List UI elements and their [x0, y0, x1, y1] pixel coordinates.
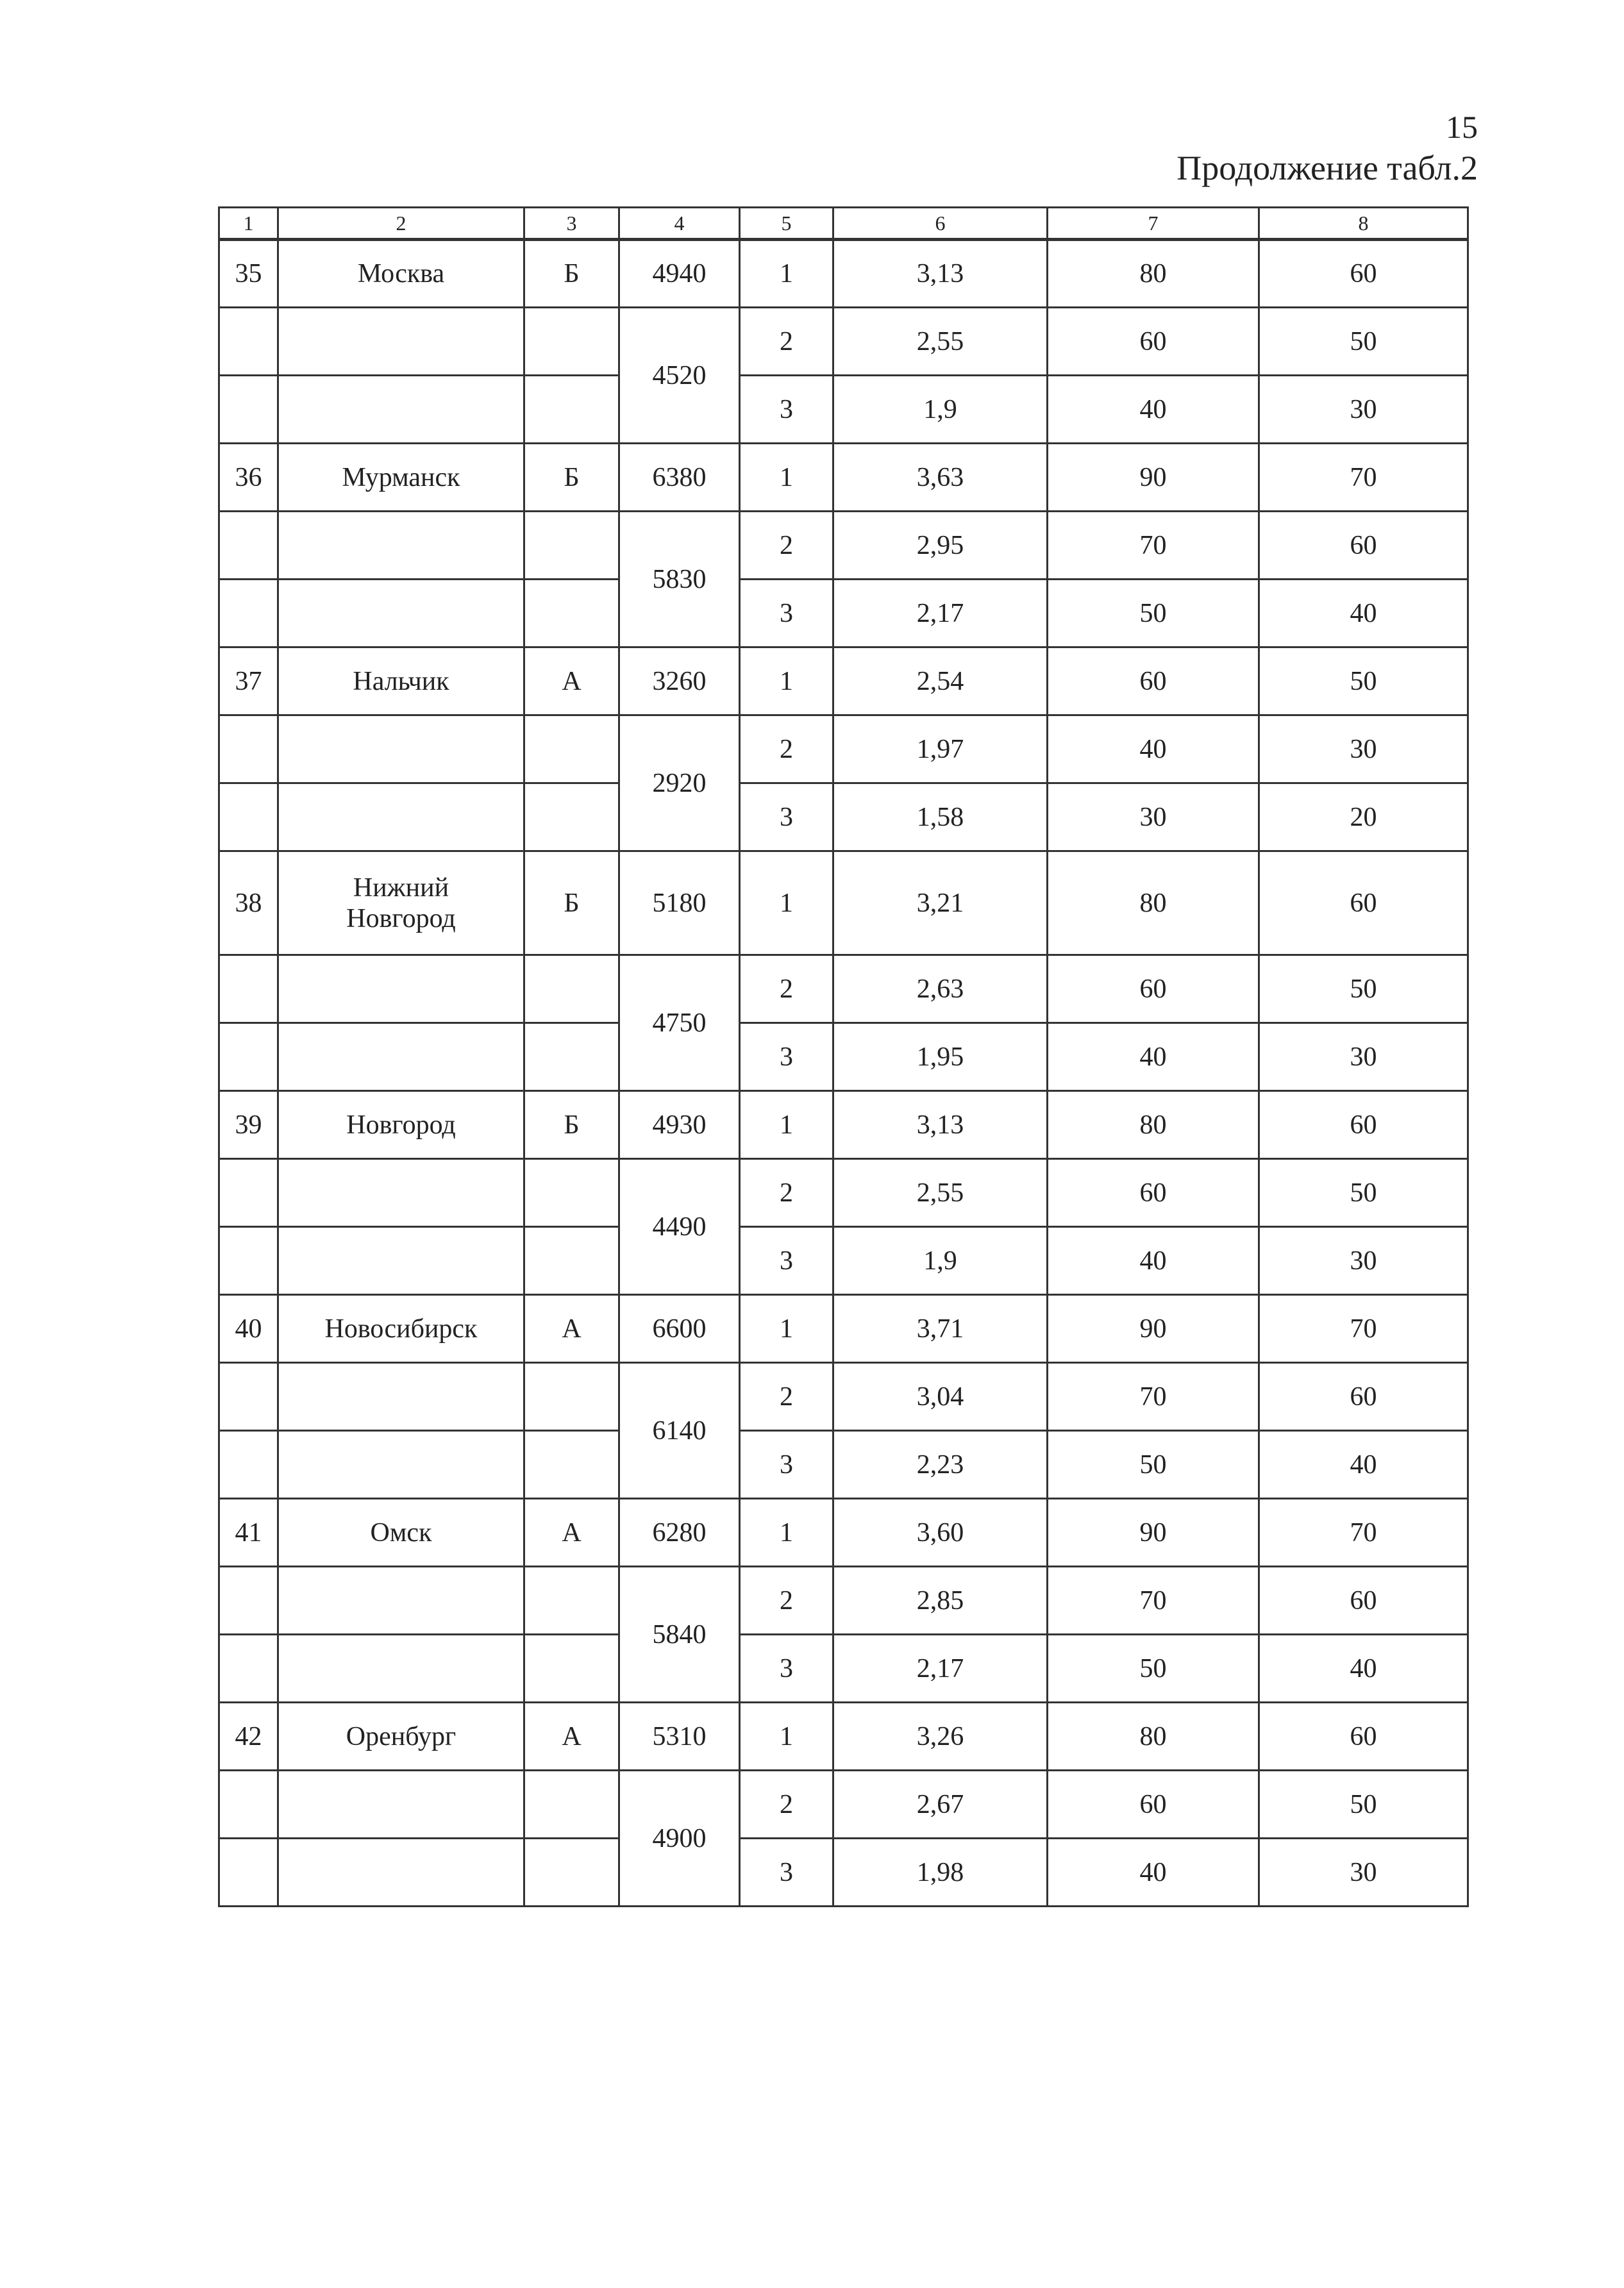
empty-cell	[278, 1431, 524, 1499]
cell-c8: 40	[1259, 1431, 1468, 1499]
table-row	[219, 444, 1468, 512]
zone-cell: А	[524, 1499, 619, 1567]
row-number: 38	[219, 851, 278, 955]
row-number: 39	[219, 1091, 278, 1159]
table-row	[219, 1227, 1468, 1295]
cell-c7: 40	[1048, 1839, 1259, 1907]
cell-c7: 40	[1048, 376, 1259, 444]
value-main: 6380	[619, 444, 740, 512]
cell-c7: 80	[1048, 1703, 1259, 1771]
cell-c6: 2,54	[833, 647, 1048, 715]
cell-c7: 40	[1048, 1023, 1259, 1091]
value-sub: 4490	[619, 1159, 740, 1295]
empty-cell	[219, 376, 278, 444]
empty-cell	[524, 783, 619, 851]
cell-c6: 1,95	[833, 1023, 1048, 1091]
table-row	[219, 1363, 1468, 1431]
value-sub: 5840	[619, 1567, 740, 1703]
empty-cell	[524, 1635, 619, 1703]
cell-c6: 2,55	[833, 308, 1048, 376]
value-sub: 4750	[619, 955, 740, 1091]
value-sub: 6140	[619, 1363, 740, 1499]
cell-c5: 2	[740, 715, 833, 783]
empty-cell	[524, 955, 619, 1023]
empty-cell	[219, 783, 278, 851]
cell-c7: 60	[1048, 647, 1259, 715]
value-main: 4930	[619, 1091, 740, 1159]
empty-cell	[278, 1771, 524, 1839]
cell-c6: 3,63	[833, 444, 1048, 512]
empty-cell	[219, 1159, 278, 1227]
city-name: Нальчик	[278, 647, 524, 715]
empty-cell	[219, 512, 278, 580]
table-row	[219, 1771, 1468, 1839]
cell-c5: 1	[740, 1499, 833, 1567]
cell-c8: 60	[1259, 1091, 1468, 1159]
empty-cell	[278, 715, 524, 783]
empty-cell	[219, 1227, 278, 1295]
table-row	[219, 851, 1468, 955]
cell-c6: 2,17	[833, 1635, 1048, 1703]
cell-c6: 3,13	[833, 240, 1048, 308]
zone-cell: Б	[524, 1091, 619, 1159]
column-header: 2	[278, 208, 524, 240]
empty-cell	[278, 1839, 524, 1907]
table-row	[219, 1635, 1468, 1703]
cell-c5: 3	[740, 580, 833, 647]
cell-c7: 70	[1048, 1567, 1259, 1635]
cell-c8: 60	[1259, 512, 1468, 580]
empty-cell	[219, 1363, 278, 1431]
cell-c8: 60	[1259, 240, 1468, 308]
cell-c7: 90	[1048, 444, 1259, 512]
cell-c5: 3	[740, 1431, 833, 1499]
value-main: 5310	[619, 1703, 740, 1771]
cell-c8: 30	[1259, 1227, 1468, 1295]
cell-c7: 80	[1048, 851, 1259, 955]
table-row	[219, 1431, 1468, 1499]
empty-cell	[278, 1023, 524, 1091]
city-name: Омск	[278, 1499, 524, 1567]
cell-c7: 60	[1048, 1771, 1259, 1839]
column-header: 6	[833, 208, 1048, 240]
table-row	[219, 512, 1468, 580]
zone-cell: А	[524, 647, 619, 715]
value-main: 6600	[619, 1295, 740, 1363]
cell-c8: 30	[1259, 715, 1468, 783]
cell-c8: 60	[1259, 1363, 1468, 1431]
cell-c6: 2,67	[833, 1771, 1048, 1839]
cell-c8: 70	[1259, 1295, 1468, 1363]
cell-c8: 20	[1259, 783, 1468, 851]
cell-c8: 30	[1259, 376, 1468, 444]
empty-cell	[219, 715, 278, 783]
value-main: 4940	[619, 240, 740, 308]
empty-cell	[278, 1363, 524, 1431]
cell-c8: 60	[1259, 1567, 1468, 1635]
cell-c6: 2,95	[833, 512, 1048, 580]
cell-c8: 50	[1259, 647, 1468, 715]
cell-c5: 1	[740, 1091, 833, 1159]
city-name: Оренбург	[278, 1703, 524, 1771]
cell-c5: 2	[740, 955, 833, 1023]
city-name: Мурманск	[278, 444, 524, 512]
cell-c7: 50	[1048, 580, 1259, 647]
column-header: 1	[219, 208, 278, 240]
empty-cell	[524, 715, 619, 783]
cell-c8: 50	[1259, 1159, 1468, 1227]
empty-cell	[278, 955, 524, 1023]
column-header: 5	[740, 208, 833, 240]
cell-c6: 1,9	[833, 1227, 1048, 1295]
empty-cell	[524, 1839, 619, 1907]
column-header: 7	[1048, 208, 1259, 240]
cell-c7: 90	[1048, 1499, 1259, 1567]
cell-c6: 2,17	[833, 580, 1048, 647]
table-row	[219, 647, 1468, 715]
column-header: 8	[1259, 208, 1468, 240]
value-sub: 2920	[619, 715, 740, 851]
row-number: 41	[219, 1499, 278, 1567]
cell-c5: 3	[740, 783, 833, 851]
table-row	[219, 240, 1468, 308]
cell-c6: 3,13	[833, 1091, 1048, 1159]
cell-c5: 1	[740, 1295, 833, 1363]
empty-cell	[219, 1023, 278, 1091]
empty-cell	[278, 1635, 524, 1703]
empty-cell	[524, 308, 619, 376]
cell-c8: 50	[1259, 1771, 1468, 1839]
empty-cell	[278, 376, 524, 444]
cell-c6: 2,55	[833, 1159, 1048, 1227]
empty-cell	[278, 512, 524, 580]
cell-c7: 40	[1048, 1227, 1259, 1295]
cell-c6: 1,97	[833, 715, 1048, 783]
zone-cell: А	[524, 1295, 619, 1363]
empty-cell	[524, 1159, 619, 1227]
table-row	[219, 955, 1468, 1023]
cell-c5: 1	[740, 647, 833, 715]
cell-c5: 2	[740, 1567, 833, 1635]
cell-c5: 2	[740, 512, 833, 580]
empty-cell	[219, 955, 278, 1023]
cell-c8: 30	[1259, 1023, 1468, 1091]
city-name: Новгород	[278, 1091, 524, 1159]
empty-cell	[524, 1227, 619, 1295]
cell-c5: 3	[740, 1635, 833, 1703]
empty-cell	[219, 1431, 278, 1499]
city-name-line: Нижний	[353, 873, 449, 903]
value-main: 6280	[619, 1499, 740, 1567]
cell-c6: 3,21	[833, 851, 1048, 955]
cell-c8: 70	[1259, 444, 1468, 512]
empty-cell	[219, 1635, 278, 1703]
empty-cell	[219, 308, 278, 376]
table-row	[219, 1023, 1468, 1091]
cell-c5: 1	[740, 851, 833, 955]
cell-c8: 40	[1259, 580, 1468, 647]
empty-cell	[219, 1567, 278, 1635]
cell-c7: 70	[1048, 512, 1259, 580]
table-row	[219, 1159, 1468, 1227]
value-sub: 4520	[619, 308, 740, 444]
city-name-line: Новгород	[346, 903, 456, 933]
empty-cell	[524, 1363, 619, 1431]
row-number: 40	[219, 1295, 278, 1363]
value-sub: 5830	[619, 512, 740, 647]
value-sub: 4900	[619, 1771, 740, 1907]
cell-c5: 3	[740, 1227, 833, 1295]
empty-cell	[278, 580, 524, 647]
cell-c5: 2	[740, 1159, 833, 1227]
cell-c6: 3,60	[833, 1499, 1048, 1567]
cell-c5: 1	[740, 1703, 833, 1771]
cell-c5: 2	[740, 1363, 833, 1431]
cell-c5: 1	[740, 444, 833, 512]
cell-c7: 80	[1048, 240, 1259, 308]
city-name: Москва	[278, 240, 524, 308]
table-row	[219, 783, 1468, 851]
empty-cell	[524, 1567, 619, 1635]
empty-cell	[278, 783, 524, 851]
zone-cell: Б	[524, 851, 619, 955]
cell-c7: 60	[1048, 308, 1259, 376]
city-name	[278, 851, 524, 955]
row-number: 42	[219, 1703, 278, 1771]
zone-cell: Б	[524, 444, 619, 512]
table-row	[219, 1295, 1468, 1363]
table-caption: Продолжение табл.2	[1176, 149, 1478, 187]
table-row	[219, 1567, 1468, 1635]
empty-cell	[524, 376, 619, 444]
empty-cell	[219, 1839, 278, 1907]
cell-c5: 1	[740, 240, 833, 308]
cell-c6: 3,71	[833, 1295, 1048, 1363]
empty-cell	[219, 580, 278, 647]
row-number: 35	[219, 240, 278, 308]
cell-c8: 40	[1259, 1635, 1468, 1703]
data-table	[218, 206, 1469, 1907]
table-row	[219, 580, 1468, 647]
cell-c6: 2,63	[833, 955, 1048, 1023]
cell-c7: 40	[1048, 715, 1259, 783]
cell-c7: 50	[1048, 1431, 1259, 1499]
empty-cell	[524, 1023, 619, 1091]
table-row	[219, 715, 1468, 783]
cell-c5: 2	[740, 1771, 833, 1839]
zone-cell: Б	[524, 240, 619, 308]
cell-c6: 1,58	[833, 783, 1048, 851]
row-number: 37	[219, 647, 278, 715]
cell-c6: 1,98	[833, 1839, 1048, 1907]
cell-c6: 3,26	[833, 1703, 1048, 1771]
cell-c6: 1,9	[833, 376, 1048, 444]
empty-cell	[278, 1227, 524, 1295]
value-main: 3260	[619, 647, 740, 715]
city-name: Новосибирск	[278, 1295, 524, 1363]
zone-cell: А	[524, 1703, 619, 1771]
cell-c8: 60	[1259, 851, 1468, 955]
cell-c5: 3	[740, 1839, 833, 1907]
table-row	[219, 1703, 1468, 1771]
cell-c6: 3,04	[833, 1363, 1048, 1431]
empty-cell	[524, 512, 619, 580]
header-row	[219, 208, 1468, 240]
empty-cell	[524, 580, 619, 647]
cell-c7: 60	[1048, 1159, 1259, 1227]
cell-c8: 60	[1259, 1703, 1468, 1771]
empty-cell	[278, 1159, 524, 1227]
cell-c7: 30	[1048, 783, 1259, 851]
table-row	[219, 1091, 1468, 1159]
cell-c8: 50	[1259, 955, 1468, 1023]
table-row	[219, 1499, 1468, 1567]
cell-c7: 90	[1048, 1295, 1259, 1363]
empty-cell	[278, 308, 524, 376]
cell-c7: 70	[1048, 1363, 1259, 1431]
cell-c6: 2,23	[833, 1431, 1048, 1499]
cell-c8: 50	[1259, 308, 1468, 376]
empty-cell	[524, 1771, 619, 1839]
cell-c8: 30	[1259, 1839, 1468, 1907]
column-header: 3	[524, 208, 619, 240]
empty-cell	[524, 1431, 619, 1499]
cell-c7: 50	[1048, 1635, 1259, 1703]
cell-c8: 70	[1259, 1499, 1468, 1567]
cell-c5: 2	[740, 308, 833, 376]
empty-cell	[278, 1567, 524, 1635]
page-number: 15	[1446, 109, 1478, 145]
value-main: 5180	[619, 851, 740, 955]
column-header: 4	[619, 208, 740, 240]
table-row	[219, 376, 1468, 444]
cell-c7: 60	[1048, 955, 1259, 1023]
cell-c6: 2,85	[833, 1567, 1048, 1635]
cell-c7: 80	[1048, 1091, 1259, 1159]
table-row	[219, 308, 1468, 376]
empty-cell	[219, 1771, 278, 1839]
cell-c5: 3	[740, 376, 833, 444]
cell-c5: 3	[740, 1023, 833, 1091]
table-row	[219, 1839, 1468, 1907]
row-number: 36	[219, 444, 278, 512]
